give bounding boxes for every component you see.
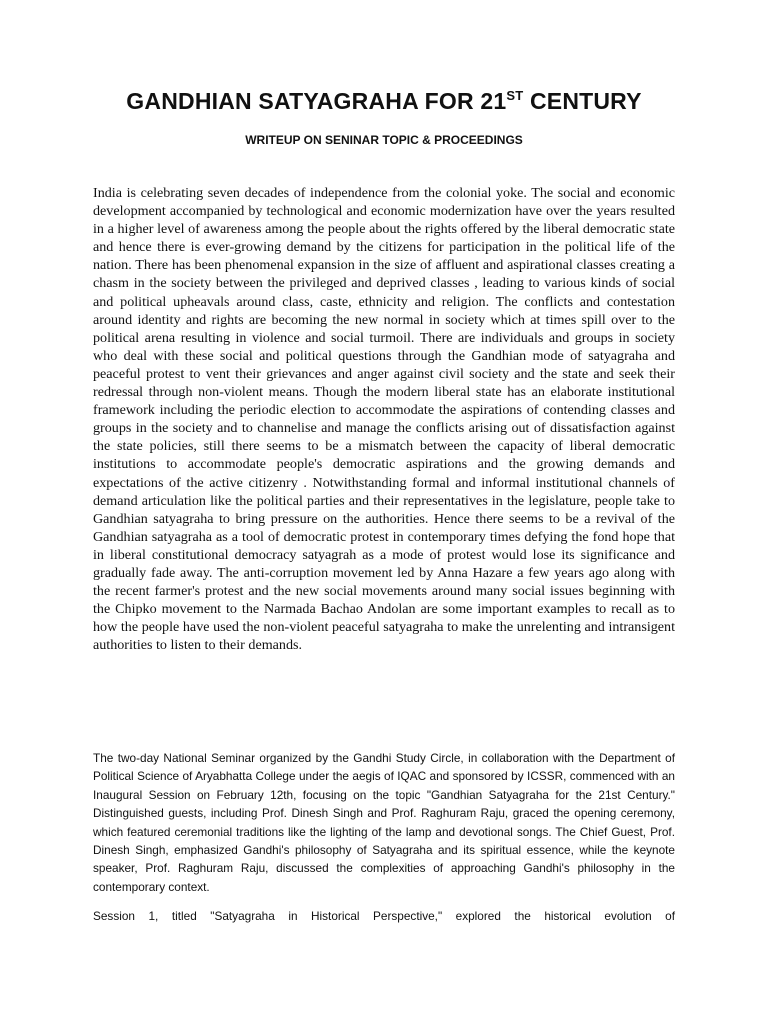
seminar-paragraph: The two-day National Seminar organized by the Gandhi Study Circle, in collaboration with the Department of Political Science of Aryabhatta College under the aegis of IQAC and sponsored by ICSSR, commenced with an Inaugural Session on February 12th, focusing on the topic "Gandhian Satyagraha for the 21st Century." Distinguished guests, including Prof. Dinesh Singh and Prof. Raghuram Raju, graced the opening ceremony, which featured ceremonial traditions like the lighting of the lamp and devotional songs. The Chief Guest, Prof. Dinesh Singh, emphasized Gandhi's philosophy of Satyagraha and its spiritual essence, while the keynote speaker, Prof. Raghuram Raju, discussed the complexities of approaching Gandhi's philosophy in the contemporary context.	[93, 751, 675, 894]
document-subtitle: WRITEUP ON SENINAR TOPIC & PROCEEDINGS	[245, 133, 523, 147]
title-main: GANDHIAN SATYAGRAHA FOR 21	[126, 88, 507, 114]
session-paragraph: Session 1, titled "Satyagraha in Historical Perspective," explored the historical evolution of	[93, 909, 675, 923]
intro-paragraph: India is celebrating seven decades of independence from the colonial yoke. The social and economic development accompanied by technological and economic modernization have over the years resulted in a higher level of awareness among the people about the rights offered by the liberal democratic state and hence there is ever-growing demand by the citizens for participation in the political life of the nation. There has been phenomenal expansion in the size of affluent and aspirational classes creating a chasm in the society between the privileged and deprived classes , leading to various kinds of social and political upheavals around class, caste, ethnicity and religion. The conflicts and contestation around identity and rights are becoming the new normal in society which at times spill over to the political arena resulting in violence and social turmoil. There are individuals and groups in society who deal with these social and political questions through the Gandhian mode of satyagraha and peaceful protest to vent their grievances and anger against civil society and the state and seek their redressal through non-violent means. Though the modern liberal state has an elaborate institutional framework including the periodic election to accommodate the aspirations of contending classes and groups in the society and to channelise and manage the conflicts arising out of dissatisfaction against the state policies, still there seems to be a mismatch between the capacity of liberal democratic institutions to accommodate people's democratic aspirations and the growing demands and expectations of the active citizenry . Notwithstanding formal and informal institutional channels of demand articulation like the political parties and their representatives in the legislature, people take to Gandhian satyagraha to bring pressure on the authorities. Hence there seems to be a revival of the Gandhian satyagraha as a tool of democratic protest in contemporary times defying the fond hope that in liberal constitutional democracy satyagrah as a mode of protest would lose its significance and gradually fade away. The anti-corruption movement led by Anna Hazare a few years ago along with the recent farmer's protest and the new social movements around many social issues beginning with the Chipko movement to the Narmada Bachao Andolan are some important examples to recall as to how the people have used the non-violent peaceful satyagraha to make the unrelenting and intransigent authorities to listen to their demands.	[93, 185, 675, 654]
title-suffix: CENTURY	[523, 88, 642, 114]
title-superscript: ST	[506, 88, 524, 103]
document-title	[0, 88, 768, 115]
